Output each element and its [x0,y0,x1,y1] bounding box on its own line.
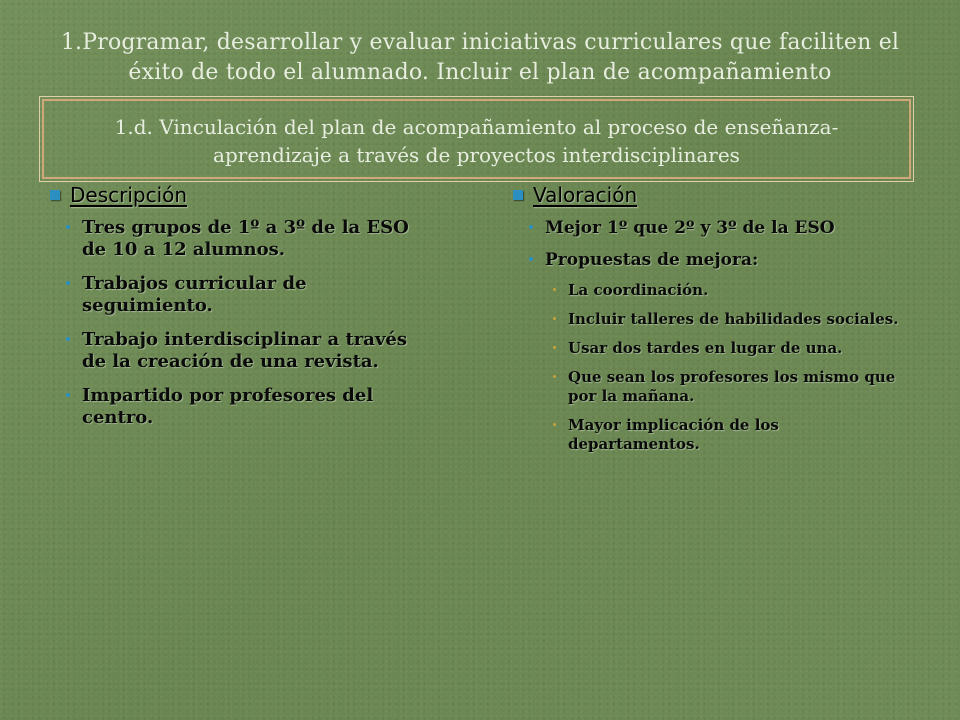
assessment-item [525,249,913,271]
improvement-item-text: La coordinación. [568,281,709,299]
bullet-dot-icon [66,225,70,229]
description-item [62,329,410,373]
square-bullet-icon [50,190,60,200]
assessment-column [513,183,913,464]
improvement-item-text: Que sean los profesores los mismo que por la mañana. [568,368,896,405]
description-item [62,273,410,317]
description-heading [50,183,410,207]
subtitle-line-2: aprendizaje a través de proyectos interdisciplinares [213,143,740,167]
assessment-heading-label: Valoración [533,183,638,207]
description-heading-label: Descripción [70,183,188,207]
description-item-text: Tres grupos de 1º a 3º de la ESO de 10 a 12 alumnos. [82,217,409,260]
slide-title [0,28,960,88]
assessment-item-text: Mejor 1º que 2º y 3º de la ESO [545,218,835,238]
description-item-text: Impartido por profesores del centro. [82,385,374,428]
assessment-heading [513,183,913,207]
improvement-item [549,368,913,406]
sub-bullet-dot-icon [553,288,556,291]
improvement-item-text: Mayor implicación de los departamentos. [568,416,779,453]
improvement-item-text: Incluir talleres de habilidades sociales. [568,310,899,328]
subtitle-line-1: 1.d. Vinculación del plan de acompañamiento al proceso de enseñanza- [114,115,839,139]
bullet-dot-icon [529,225,533,229]
improvement-item-text: Usar dos tardes en lugar de una. [568,339,843,357]
sub-bullet-dot-icon [553,423,556,426]
assessment-item [525,217,913,239]
bullet-dot-icon [66,393,70,397]
improvement-item [549,416,913,454]
assessment-item-text: Propuestas de mejora: [545,250,759,270]
bullet-dot-icon [66,281,70,285]
description-item-text: Trabajo interdisciplinar a través de la creación de una revista. [82,329,407,372]
sub-bullet-dot-icon [553,375,556,378]
square-bullet-icon [513,190,523,200]
bullet-dot-icon [66,337,70,341]
subtitle-box [42,99,911,179]
subtitle-text [44,113,909,169]
slide-title-line-2: éxito de todo el alumnado. Incluir el plan de acompañamiento [128,60,832,85]
description-item [62,217,410,261]
bullet-dot-icon [529,257,533,261]
improvement-item [549,310,913,329]
description-item [62,385,410,429]
description-item-text: Trabajos curricular de seguimiento. [82,273,307,316]
description-column [50,183,410,441]
slide-title-line-1: 1.Programar, desarrollar y evaluar iniciativas curriculares que faciliten el [60,30,900,55]
sub-bullet-dot-icon [553,317,556,320]
improvement-item [549,339,913,358]
sub-bullet-dot-icon [553,346,556,349]
improvement-item [549,281,913,300]
